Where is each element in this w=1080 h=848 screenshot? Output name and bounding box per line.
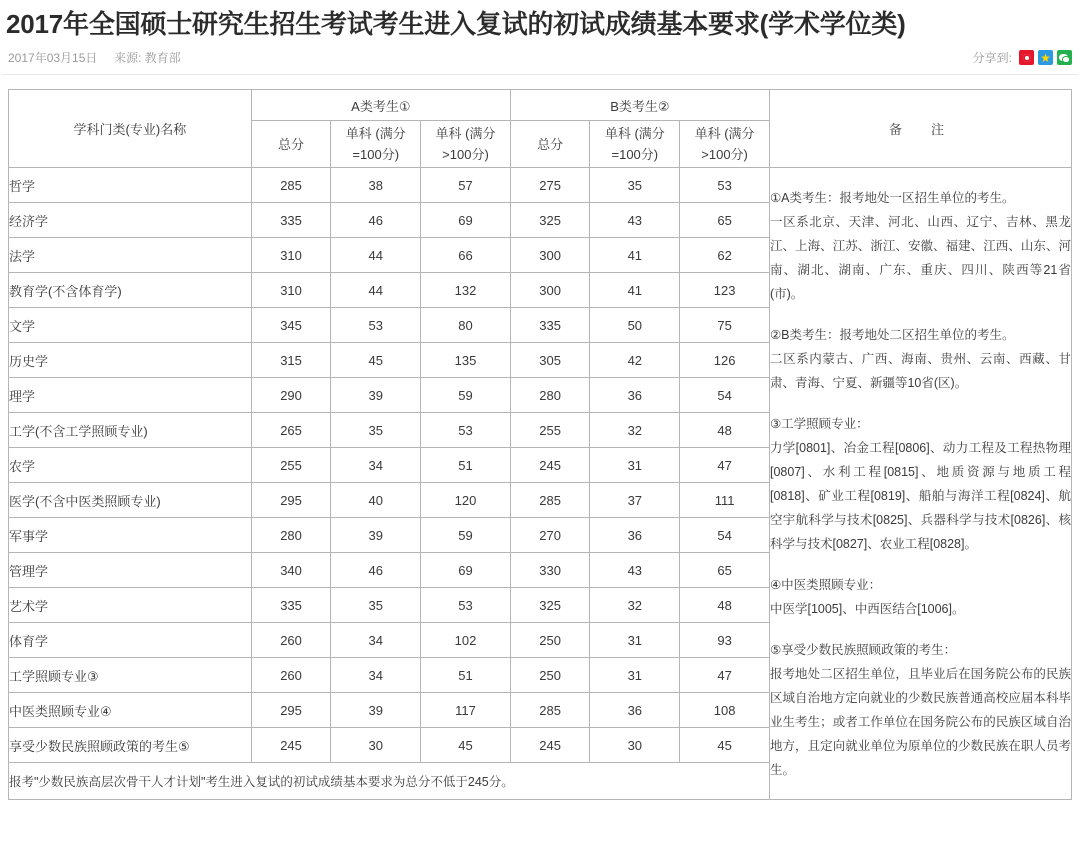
row-subject-name: 理学 xyxy=(9,378,252,413)
row-subject-name: 经济学 xyxy=(9,203,252,238)
cell-a-total: 340 xyxy=(251,553,331,588)
note-block xyxy=(770,638,1071,782)
note-heading: ②B类考生：报考地处二区招生单位的考生。 xyxy=(769,327,1015,342)
note-body: 二区系内蒙古、广西、海南、贵州、云南、西藏、甘肃、青海、宁夏、新疆等10省(区)。 xyxy=(769,351,1071,390)
cell-b-eq100: 36 xyxy=(590,693,680,728)
cell-a-eq100: 44 xyxy=(331,238,421,273)
cell-a-eq100: 39 xyxy=(331,378,421,413)
cell-a-gt100: 120 xyxy=(421,483,511,518)
cell-a-total: 285 xyxy=(251,168,331,203)
header-b-eq100-line1: 单科 (满分 xyxy=(604,126,665,141)
cell-b-gt100: 54 xyxy=(680,378,770,413)
cell-a-gt100: 66 xyxy=(421,238,511,273)
cell-b-gt100: 108 xyxy=(680,693,770,728)
table-footnote: 报考"少数民族高层次骨干人才计划"考生进入复试的初试成绩基本要求为总分不低于245分。 xyxy=(9,763,770,800)
row-subject-name: 管理学 xyxy=(9,553,252,588)
cell-b-eq100: 43 xyxy=(590,553,680,588)
cell-a-total: 315 xyxy=(251,343,331,378)
note-heading: ④中医类照顾专业： xyxy=(769,577,882,592)
meta-left xyxy=(8,49,181,66)
wechat-share-icon[interactable] xyxy=(1057,50,1072,65)
score-table-container xyxy=(0,75,1080,800)
note-heading: ①A类考生：报考地处一区招生单位的考生。 xyxy=(769,190,1015,205)
cell-b-total: 250 xyxy=(510,623,590,658)
cell-a-eq100: 38 xyxy=(331,168,421,203)
cell-a-gt100: 80 xyxy=(421,308,511,343)
cell-a-gt100: 51 xyxy=(421,658,511,693)
cell-a-gt100: 102 xyxy=(421,623,511,658)
remarks-cell xyxy=(769,168,1071,800)
cell-a-gt100: 59 xyxy=(421,518,511,553)
cell-b-eq100: 43 xyxy=(590,203,680,238)
row-subject-name: 中医类照顾专业④ xyxy=(9,693,252,728)
row-subject-name: 医学(不含中医类照顾专业) xyxy=(9,483,252,518)
cell-a-eq100: 46 xyxy=(331,553,421,588)
row-subject-name: 军事学 xyxy=(9,518,252,553)
cell-b-gt100: 75 xyxy=(680,308,770,343)
cell-a-gt100: 69 xyxy=(421,203,511,238)
header-b-gt100-line1: 单科 (满分 xyxy=(694,126,755,141)
cell-a-total: 295 xyxy=(251,483,331,518)
cell-b-gt100: 111 xyxy=(680,483,770,518)
row-subject-name: 工学(不含工学照顾专业) xyxy=(9,413,252,448)
cell-a-total: 345 xyxy=(251,308,331,343)
cell-a-eq100: 39 xyxy=(331,693,421,728)
cell-b-total: 335 xyxy=(510,308,590,343)
cell-b-gt100: 47 xyxy=(680,448,770,483)
qzone-share-icon[interactable] xyxy=(1038,50,1053,65)
row-subject-name: 哲学 xyxy=(9,168,252,203)
cell-b-eq100: 36 xyxy=(590,378,680,413)
cell-b-eq100: 42 xyxy=(590,343,680,378)
cell-a-total: 260 xyxy=(251,623,331,658)
table-header-row-1 xyxy=(9,90,1072,121)
cell-a-gt100: 135 xyxy=(421,343,511,378)
row-subject-name: 法学 xyxy=(9,238,252,273)
cell-b-gt100: 65 xyxy=(680,203,770,238)
cell-a-eq100: 34 xyxy=(331,658,421,693)
cell-a-eq100: 39 xyxy=(331,518,421,553)
cell-b-eq100: 30 xyxy=(590,728,680,763)
header-a-eq100 xyxy=(331,121,421,168)
cell-b-total: 245 xyxy=(510,728,590,763)
cell-b-eq100: 37 xyxy=(590,483,680,518)
cell-b-gt100: 45 xyxy=(680,728,770,763)
cell-a-gt100: 132 xyxy=(421,273,511,308)
row-subject-name: 历史学 xyxy=(9,343,252,378)
note-block xyxy=(770,412,1071,556)
note-body: 报考地处二区招生单位，且毕业后在国务院公布的民族区域自治地方定向就业的少数民族普通高校应届本科毕业生考生；或者工作单位在国务院公布的民族区域自治地方，且定向就业单位为原单位的少数民族在职人员考生。 xyxy=(769,666,1071,777)
note-body: 中医学[1005]、中西医结合[1006]。 xyxy=(769,601,965,616)
cell-a-total: 295 xyxy=(251,693,331,728)
cell-a-gt100: 57 xyxy=(421,168,511,203)
row-subject-name: 享受少数民族照顾政策的考生⑤ xyxy=(9,728,252,763)
cell-b-eq100: 31 xyxy=(590,623,680,658)
note-block xyxy=(770,186,1071,306)
cell-a-total: 335 xyxy=(251,588,331,623)
cell-b-gt100: 126 xyxy=(680,343,770,378)
cell-b-total: 285 xyxy=(510,693,590,728)
header-remarks-label: 备 注 xyxy=(888,122,952,137)
cell-a-eq100: 35 xyxy=(331,588,421,623)
cell-a-gt100: 53 xyxy=(421,413,511,448)
cell-b-total: 325 xyxy=(510,203,590,238)
note-body: 一区系北京、天津、河北、山西、辽宁、吉林、黑龙江、上海、江苏、浙江、安徽、福建、江西、山东、河南、湖北、湖南、广东、重庆、四川、陕西等21省 (市)。 xyxy=(769,214,1071,301)
cell-b-gt100: 62 xyxy=(680,238,770,273)
header-a-total: 总分 xyxy=(251,121,331,168)
cell-a-eq100: 45 xyxy=(331,343,421,378)
note-heading: ⑤享受少数民族照顾政策的考生： xyxy=(769,642,957,657)
cell-a-gt100: 45 xyxy=(421,728,511,763)
cell-a-total: 255 xyxy=(251,448,331,483)
header-a-eq100-line1: 单科 (满分 xyxy=(345,126,406,141)
row-subject-name: 体育学 xyxy=(9,623,252,658)
cell-a-total: 280 xyxy=(251,518,331,553)
cell-a-total: 245 xyxy=(251,728,331,763)
cell-a-eq100: 34 xyxy=(331,623,421,658)
cell-a-eq100: 40 xyxy=(331,483,421,518)
row-subject-name: 艺术学 xyxy=(9,588,252,623)
weibo-share-icon[interactable] xyxy=(1019,50,1034,65)
cell-b-total: 285 xyxy=(510,483,590,518)
cell-a-total: 310 xyxy=(251,273,331,308)
cell-a-eq100: 46 xyxy=(331,203,421,238)
header-b-gt100 xyxy=(680,121,770,168)
cell-b-total: 330 xyxy=(510,553,590,588)
cell-b-gt100: 47 xyxy=(680,658,770,693)
star-glyph: ★ xyxy=(1040,50,1051,65)
header-a-gt100-line2: >100分) xyxy=(442,147,489,162)
cell-a-eq100: 35 xyxy=(331,413,421,448)
header-group-b: B类考生② xyxy=(510,90,769,121)
header-a-gt100-line1: 单科 (满分 xyxy=(435,126,496,141)
cell-b-eq100: 41 xyxy=(590,238,680,273)
header-b-eq100-line2: =100分) xyxy=(611,147,659,162)
cell-b-eq100: 32 xyxy=(590,413,680,448)
row-subject-name: 文学 xyxy=(9,308,252,343)
cell-a-gt100: 117 xyxy=(421,693,511,728)
cell-a-eq100: 30 xyxy=(331,728,421,763)
cell-b-gt100: 65 xyxy=(680,553,770,588)
header-b-total: 总分 xyxy=(510,121,590,168)
cell-b-gt100: 53 xyxy=(680,168,770,203)
cell-a-eq100: 44 xyxy=(331,273,421,308)
header-subject-name: 学科门类(专业)名称 xyxy=(9,90,252,168)
row-subject-name: 教育学(不含体育学) xyxy=(9,273,252,308)
share-bar xyxy=(973,49,1072,66)
cell-a-gt100: 59 xyxy=(421,378,511,413)
cell-a-total: 310 xyxy=(251,238,331,273)
cell-b-gt100: 93 xyxy=(680,623,770,658)
cell-b-total: 305 xyxy=(510,343,590,378)
page-title: 2017年全国硕士研究生招生考试考生进入复试的初试成绩基本要求(学术学位类) xyxy=(6,9,906,39)
cell-b-total: 245 xyxy=(510,448,590,483)
article-source: 来源: 教育部 xyxy=(114,51,181,65)
header-a-gt100 xyxy=(421,121,511,168)
cell-b-eq100: 36 xyxy=(590,518,680,553)
chat-bubble-small-glyph xyxy=(1062,56,1070,63)
cell-b-gt100: 48 xyxy=(680,413,770,448)
header-remarks xyxy=(769,90,1071,168)
cell-b-total: 300 xyxy=(510,273,590,308)
cell-b-total: 325 xyxy=(510,588,590,623)
row-subject-name: 工学照顾专业③ xyxy=(9,658,252,693)
header-b-gt100-line2: >100分) xyxy=(701,147,748,162)
header-a-eq100-line2: =100分) xyxy=(352,147,400,162)
cell-a-total: 290 xyxy=(251,378,331,413)
publish-date: 2017年03月15日 xyxy=(8,51,98,65)
cell-b-total: 275 xyxy=(510,168,590,203)
cell-a-total: 265 xyxy=(251,413,331,448)
article-meta-bar xyxy=(0,41,1080,65)
cell-b-total: 255 xyxy=(510,413,590,448)
header-b-eq100 xyxy=(590,121,680,168)
note-block xyxy=(770,573,1071,621)
cell-b-total: 250 xyxy=(510,658,590,693)
table-body xyxy=(9,168,1072,800)
cell-b-total: 270 xyxy=(510,518,590,553)
cell-b-eq100: 32 xyxy=(590,588,680,623)
cell-b-eq100: 31 xyxy=(590,658,680,693)
cell-b-total: 300 xyxy=(510,238,590,273)
note-heading: ③工学照顾专业： xyxy=(769,416,869,431)
cell-a-eq100: 53 xyxy=(331,308,421,343)
cell-b-eq100: 35 xyxy=(590,168,680,203)
cell-a-eq100: 34 xyxy=(331,448,421,483)
cell-a-total: 260 xyxy=(251,658,331,693)
header-group-a: A类考生① xyxy=(251,90,510,121)
share-label: 分享到: xyxy=(972,51,1012,65)
cell-b-eq100: 41 xyxy=(590,273,680,308)
note-block xyxy=(770,323,1071,395)
note-body: 力学[0801]、冶金工程[0806]、动力工程及工程热物理[0807]、水利工程[0815]、地质资源与地质工程 [0818]、矿业工程[0819]、船舶与海洋工程[0824]、航空宇航科学与技术[0825]、兵器科学与技术[0826]、核科学与技术[0827]、农业工程[0828]。 xyxy=(769,440,1071,551)
cell-b-total: 280 xyxy=(510,378,590,413)
cell-b-eq100: 50 xyxy=(590,308,680,343)
cell-a-total: 335 xyxy=(251,203,331,238)
cell-b-gt100: 48 xyxy=(680,588,770,623)
table-header xyxy=(9,90,1072,168)
cell-b-eq100: 31 xyxy=(590,448,680,483)
row-subject-name: 农学 xyxy=(9,448,252,483)
cell-b-gt100: 123 xyxy=(680,273,770,308)
cell-a-gt100: 69 xyxy=(421,553,511,588)
score-requirements-table xyxy=(8,89,1072,800)
cell-a-gt100: 53 xyxy=(421,588,511,623)
cell-a-gt100: 51 xyxy=(421,448,511,483)
cell-b-gt100: 54 xyxy=(680,518,770,553)
table-row xyxy=(9,168,1072,203)
